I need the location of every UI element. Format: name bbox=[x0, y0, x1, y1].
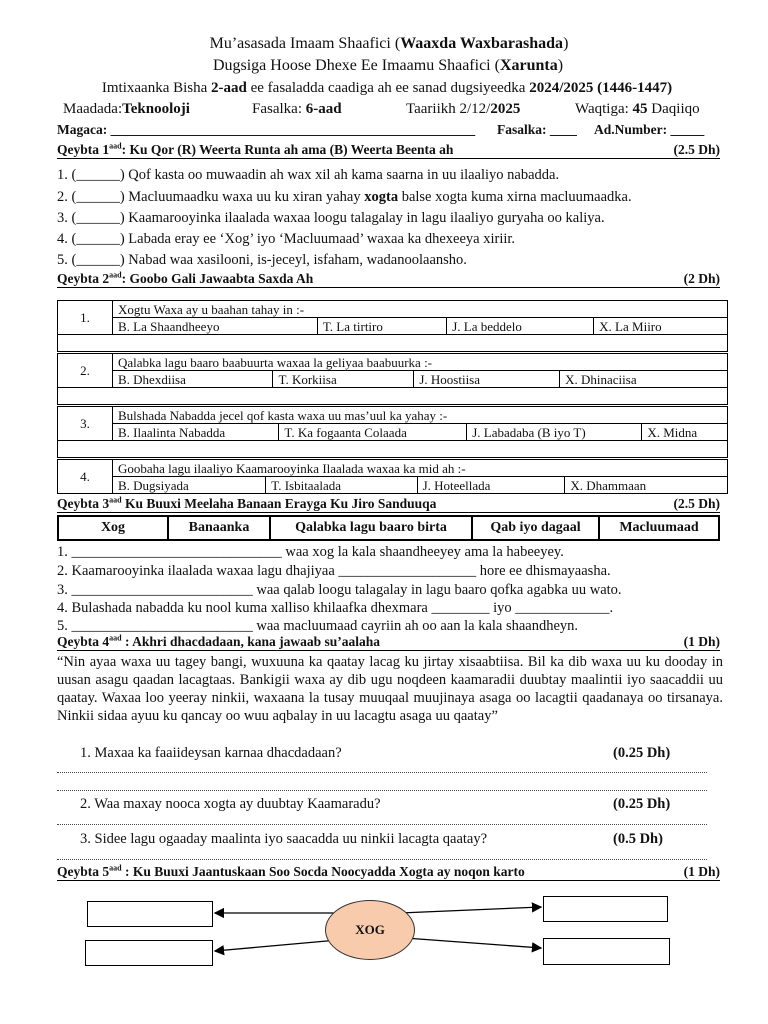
word-bank-item: Macluumaad bbox=[599, 516, 719, 540]
paren-close: ) bbox=[563, 35, 569, 52]
time-label: Waqtiga: bbox=[575, 101, 633, 117]
section-title: Qeybta 2 bbox=[57, 271, 110, 286]
option-x[interactable]: X. Dhammaan bbox=[565, 477, 728, 494]
option-t[interactable]: T. Korkiisa bbox=[273, 371, 414, 388]
school-year: 2024/2025 (1446-1447) bbox=[529, 80, 673, 96]
question-number: 3. bbox=[58, 407, 113, 441]
time-field bbox=[575, 101, 700, 118]
section-3-heading bbox=[57, 496, 720, 513]
tf-item-2[interactable]: 2. (______) Macluumaadku waxa uu ku xiran yahay xogta balse xogta kuma xirna macluumaadka. bbox=[57, 189, 632, 205]
exam-desc: ee fasaladda caadiga ah ee sanad dugsiyeedka bbox=[246, 80, 530, 96]
arrow-top-right bbox=[400, 907, 541, 913]
section-title: Qeybta 5 bbox=[57, 864, 110, 879]
date-field bbox=[406, 101, 520, 118]
answer-line[interactable] bbox=[57, 823, 707, 825]
school-title bbox=[0, 55, 768, 77]
mc-question-2 bbox=[57, 353, 728, 405]
word-bank-item: Xog bbox=[58, 516, 168, 540]
exam-month: 2-aad bbox=[211, 80, 247, 96]
section-5-heading bbox=[57, 864, 720, 881]
option-j[interactable]: J. Labadaba (B iyo T) bbox=[467, 424, 642, 441]
answer-box-bottom-left[interactable] bbox=[85, 940, 213, 966]
question-points: (0.25 Dh) bbox=[613, 745, 671, 761]
option-b[interactable]: B. Dugsiyada bbox=[113, 477, 266, 494]
school-name: Dugsiga Hoose Dhexe Ee Imaamu Shaafici ( bbox=[212, 57, 500, 74]
answer-box-top-right[interactable] bbox=[543, 896, 668, 922]
section-4-heading bbox=[57, 634, 720, 651]
department-name: Waaxda Waxbarashada bbox=[400, 35, 564, 52]
question-number: 1. bbox=[58, 301, 113, 335]
answer-line[interactable] bbox=[57, 771, 707, 773]
section-points: (1 Dh) bbox=[683, 634, 720, 649]
date-value: 2025 bbox=[490, 101, 521, 117]
option-b[interactable]: B. Dhexdiisa bbox=[113, 371, 273, 388]
question-text: Qalabka lagu baaro baabuurta waxaa la geliyaa baabuurka :- bbox=[113, 354, 728, 371]
section-points: (1 Dh) bbox=[683, 864, 720, 879]
word-bank-item: Qalabka lagu baaro birta bbox=[270, 516, 472, 540]
arrow-bottom-right bbox=[405, 938, 541, 948]
mc-question-3 bbox=[57, 406, 728, 458]
emphasis: xogta bbox=[364, 189, 399, 205]
question-text: Bulshada Nabadda jecel qof kasta waxa uu mas’uul ka yahay :- bbox=[113, 407, 728, 424]
answer-box-bottom-right[interactable] bbox=[543, 938, 670, 965]
fill-item-1[interactable]: 1. _____________________________ waa xog la kala shaandheeyey ama la habeeyey. bbox=[57, 544, 564, 560]
reading-passage: “Nin ayaa waxa uu tagey bangi, wuxuuna ka qaatay lacag ku jirtay xisaabtiisa. Bil ka dib waxa uu ku dooday in uusan asagu qaadan lacagtaas. Bankigii waxa ay dib ugu noqdeen kaamaradii duubtay maalintii iyo saacaddii uu qaatay. Waxaa loo yeeray ninkii, waxaana la tusay muuqaal muujinaya asaga oo lacagtii qaadanaya oo tirsanaya. Ninkii sidaa ayuu ku qancay oo wuu aqbalay in uu lacagtu asaga uu qaatay” bbox=[57, 654, 723, 724]
question-points: (0.25 Dh) bbox=[613, 796, 671, 812]
section-points: (2 Dh) bbox=[683, 271, 720, 286]
admission-number-field[interactable]: Ad.Number: _____ bbox=[594, 122, 705, 137]
class-blank-field[interactable]: Fasalka: ____ bbox=[497, 122, 577, 137]
exam-title bbox=[0, 77, 768, 99]
answer-line[interactable] bbox=[57, 858, 707, 860]
exam-name: Imtixaanka Bisha bbox=[101, 80, 212, 96]
fill-item-3[interactable]: 3. _________________________ waa qalab loogu talagalay in lagu baaro qofka agabka uu wato. bbox=[57, 582, 622, 598]
paren-close: ) bbox=[557, 57, 564, 74]
option-x[interactable]: X. La Miiro bbox=[594, 318, 728, 335]
option-t[interactable]: T. La tirtiro bbox=[317, 318, 446, 335]
subject-label: Maadada: bbox=[63, 101, 123, 117]
option-x[interactable]: X. Midna bbox=[642, 424, 728, 441]
subject-value: Teknooloji bbox=[122, 101, 190, 117]
fill-item-2[interactable]: 2. Kaamarooyinka ilaalada waxaa lagu dhajiyaa ___________________ hore ee dhismayaasha. bbox=[57, 563, 611, 579]
question-text: Goobaha lagu ilaaliyo Kaamarooyinka Ilaalada waxaa ka mid ah :- bbox=[113, 460, 728, 477]
institution-title bbox=[0, 33, 768, 55]
section-instruction: : Ku Buuxi Jaantuskaan Soo Socda Noocyadda Xogta ay noqon karto bbox=[121, 864, 525, 879]
comprehension-question-3: 3. Sidee lagu ogaaday maalinta iyo saacadda uu ninkii lacagta qaatay? bbox=[80, 831, 488, 847]
section-points: (2.5 Dh) bbox=[673, 142, 720, 157]
class-label: Fasalka: bbox=[252, 101, 306, 117]
branch-name: Xarunta bbox=[499, 57, 558, 74]
tf-item-1[interactable]: 1. (______) Qof kasta oo muwaadin ah wax xil ah kama saarna in uu ilaaliyo nabadda. bbox=[57, 167, 560, 183]
section-points: (2.5 Dh) bbox=[673, 496, 720, 511]
section-ordinal: aad bbox=[109, 863, 122, 873]
arrow-bottom-left bbox=[215, 940, 338, 951]
question-points: (0.5 Dh) bbox=[613, 831, 663, 847]
section-instruction: : Ku Qor (R) Weerta Runta ah ama (B) Weerta Beenta ah bbox=[121, 142, 454, 157]
mc-question-4 bbox=[57, 459, 728, 494]
tf-item-3[interactable]: 3. (______) Kaamarooyinka ilaalada waxaa loogu talagalay in lagu ilaaliyo guryaha oo kaliya. bbox=[57, 210, 605, 226]
section-2-heading bbox=[57, 271, 720, 288]
section-title: Qeybta 4 bbox=[57, 634, 110, 649]
word-bank bbox=[57, 515, 720, 541]
comprehension-question-2: 2. Waa maxay nooca xogta ay duubtay Kaamaradu? bbox=[80, 796, 381, 812]
section-ordinal: aad bbox=[109, 495, 122, 505]
tf-item-5[interactable]: 5. (______) Nabad waa xasilooni, is-jeceyl, isfaham, wadanoolaansho. bbox=[57, 252, 467, 268]
section-ordinal: aad bbox=[109, 633, 122, 643]
option-b[interactable]: B. La Shaandheeyo bbox=[113, 318, 318, 335]
option-b[interactable]: B. Ilaalinta Nabadda bbox=[113, 424, 279, 441]
time-value: 45 bbox=[632, 101, 648, 117]
fill-item-5[interactable]: 5. _________________________ waa macluumaad cayriin ah oo aan la kala shaandheyn. bbox=[57, 618, 579, 634]
section-ordinal: aad bbox=[109, 141, 122, 151]
option-j[interactable]: J. Hoostiisa bbox=[414, 371, 560, 388]
center-node bbox=[325, 900, 415, 960]
answer-box-top-left[interactable] bbox=[87, 901, 213, 927]
spacer-row bbox=[58, 388, 728, 405]
spacer-row bbox=[58, 335, 728, 352]
tf-item-4[interactable]: 4. (______) Labada eray ee ‘Xog’ iyo ‘Macluumaad’ waxaa ka dhexeeya xiriir. bbox=[57, 231, 516, 247]
section-instruction: Ku Buuxi Meelaha Banaan Erayga Ku Jiro Sanduuqa bbox=[121, 496, 437, 511]
name-field[interactable]: Magaca: ______________________________________________________ bbox=[57, 122, 476, 137]
answer-line[interactable] bbox=[57, 789, 707, 791]
word-bank-item: Qab iyo dagaal bbox=[472, 516, 599, 540]
spacer-row bbox=[58, 441, 728, 458]
subject-field bbox=[63, 101, 190, 118]
word-bank-item: Banaanka bbox=[168, 516, 270, 540]
question-text: Xogtu Waxa ay u baahan tahay in :- bbox=[113, 301, 728, 318]
question-number: 2. bbox=[58, 354, 113, 388]
center-node-label: XOG bbox=[355, 922, 385, 937]
option-t[interactable]: T. Isbitaalada bbox=[266, 477, 417, 494]
question-number: 4. bbox=[58, 460, 113, 494]
section-1-heading bbox=[57, 142, 720, 159]
comprehension-question-1: 1. Maxaa ka faaiideysan karnaa dhacdadaan? bbox=[80, 745, 342, 761]
section-title: Qeybta 1 bbox=[57, 142, 110, 157]
section-title: Qeybta 3 bbox=[57, 496, 110, 511]
date-label: Taariikh 2/12/ bbox=[406, 101, 491, 117]
option-j[interactable]: J. Hoteellada bbox=[417, 477, 565, 494]
fill-item-4[interactable]: 4. Bulashada nabadda ku nool kuma xalliso khilaafka dhexmara ________ iyo _____________. bbox=[57, 600, 614, 616]
class-value: 6-aad bbox=[305, 101, 342, 117]
class-field bbox=[252, 101, 342, 118]
option-t[interactable]: T. Ka fogaanta Colaada bbox=[279, 424, 467, 441]
mc-question-1 bbox=[57, 300, 728, 352]
section-instruction: : Akhri dhacdadaan, kana jawaab su’aalaha bbox=[121, 634, 381, 649]
section-ordinal: aad bbox=[109, 270, 122, 280]
institution-name: Mu’asasada Imaam Shaafici ( bbox=[209, 35, 401, 52]
option-x[interactable]: X. Dhinaciisa bbox=[560, 371, 728, 388]
time-unit: Daqiiqo bbox=[647, 101, 700, 117]
section-instruction: : Goobo Gali Jawaabta Saxda Ah bbox=[121, 271, 314, 286]
option-j[interactable]: J. La beddelo bbox=[447, 318, 594, 335]
